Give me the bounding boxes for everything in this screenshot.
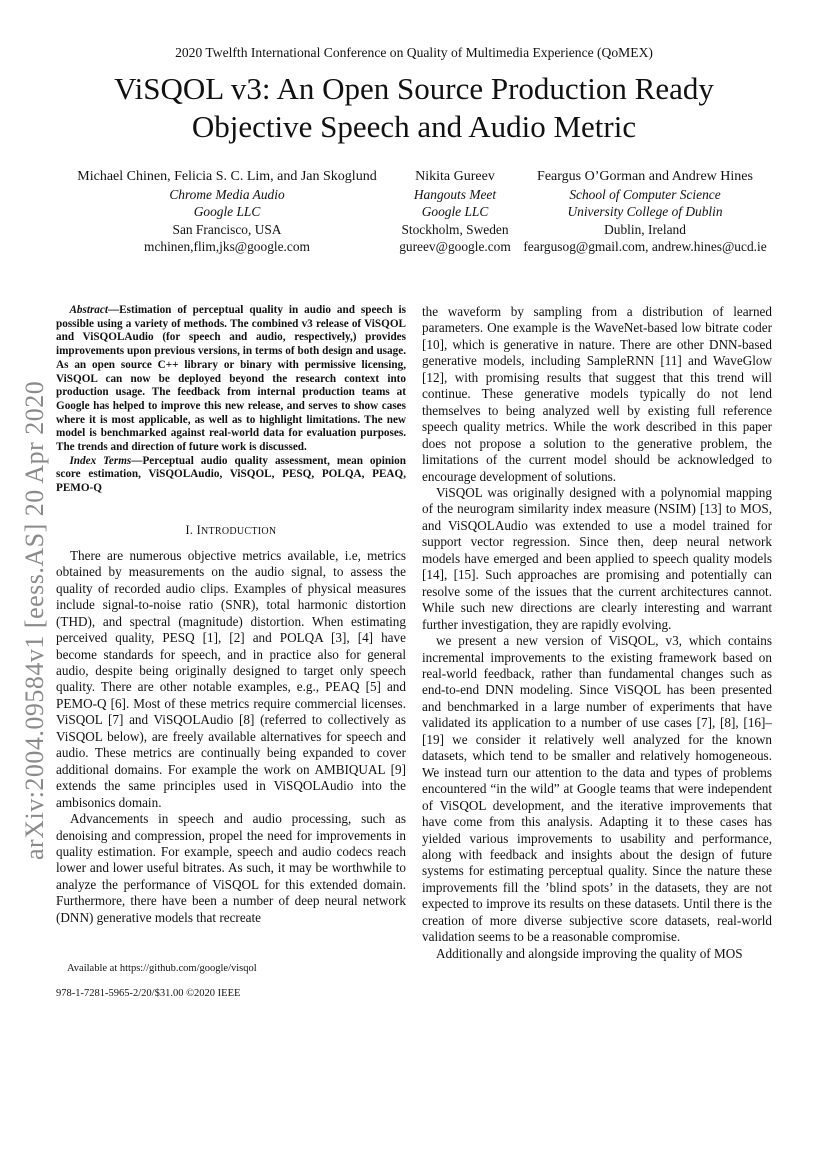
author-location: San Francisco, USA xyxy=(172,221,282,237)
abstract xyxy=(56,304,406,455)
author-affiliation: Hangouts Meet xyxy=(413,186,497,202)
author-affiliation: Chrome Media Audio xyxy=(169,186,285,202)
author-organization: University College of Dublin xyxy=(567,204,723,219)
section-heading-introduction xyxy=(56,523,406,538)
body-paragraph: we present a new version of ViSQOL, v3, which contains incremental improvements to the existing framework based on real-world feedback, rather than fundamental changes such as end-to-end DNN modeling. Since ViSQOL has been presented and benchmarked in a large number of experiments that have validated its application to a number of use cases [7], [8], [16]–[19] we consider it relatively well analyzed for the known datasets, which tend to be smaller and relatively homogeneous. We instead turn our attention to the data and types of problems encountered “in the wild” at Google teams that were independent of ViSQOL development, and the iterative improvements that have come from this analysis. Adapting it to these cases has yielded various improvements to usability and performance, along with feedback and insights about the design of future systems for estimating perceptual quality. Since the nature these improvements fill the ’blind spots’ in the datasets, they are not expected to improve its results on these datasets. Until there is the creation of more diverse subjective score datasets, real-world validation seems to be a reasonable compromise. xyxy=(422,633,772,945)
author-names: Nikita Gureev xyxy=(415,169,495,184)
index-terms-text: —Perceptual audio quality assessment, mean opinion score estimation, ViSQOLAudio, ViSQOL, PESQ, POLQA, PEAQ, PEMO-Q xyxy=(56,454,406,495)
author-block-google-sf xyxy=(52,168,402,256)
abstract-lead: Abstract xyxy=(69,304,108,316)
copyright-notice: 978-1-7281-5965-2/20/$31.00 ©2020 IEEE xyxy=(56,988,241,999)
author-names: Michael Chinen, Felicia S. C. Lim, and Jan Skoglund xyxy=(77,169,377,184)
author-organization: Google LLC xyxy=(193,204,261,219)
body-paragraph: the waveform by sampling from a distribution of learned parameters. One example is the WaveNet-based low bitrate coder [10], which is generative in nature. There are other DNN-based generative models, including SampleRNN [11] and WaveGlow [12], with promising results that suggest that this trend will continue. These generative models typically do not lend themselves to being analyzed well by existing full reference speech quality metrics. While the work described in this paper does not propose a solution to the generative problem, the limitations of the current model should be acknowledged to encourage development of solutions. xyxy=(422,304,772,484)
body-paragraph: ViSQOL was originally designed with a polynomial mapping of the neurogram similarity index measure (NSIM) [13] to MOS, and ViSQOLAudio was extended to use a model trained for support vector regression. Since then, deep neural network models have emerged and been applied to speech quality models [14], [15]. Such approaches are promising and potentially can resolve some of the issues that the current architectures cannot. While such new directions are clearly interesting and warrant further investigation, they are rapidly evolving. xyxy=(422,484,772,632)
section-heading-num: I. I xyxy=(185,522,201,537)
author-email: feargusog@gmail.com, andrew.hines@ucd.ie xyxy=(523,239,767,254)
paper-title xyxy=(40,70,788,146)
left-column xyxy=(56,304,406,926)
abstract-text: —Estimation of perceptual quality in audio and speech is possible using a variety of methods. The combined v3 release of ViSQOL and ViSQOLAudio (for speech and audio, respectively,) provides improvements upon previous versions, in terms of both design and usage. As an open source C++ library or binary with permissive licensing, ViSQOL can now be deployed beyond the research context into production usage. The feedback from internal production teams at Google has helped to improve this new release, and serves to show cases where it is most applicable, as well as to highlight limitations. The new model is benchmarked against real-world data for evaluation purposes. The trends and direction of future work is discussed. xyxy=(56,304,406,454)
arxiv-stamp: arXiv:2004.09584v1 [eess.AS] 20 Apr 2020 xyxy=(20,380,49,860)
index-terms-lead: Index Terms xyxy=(69,454,132,467)
conference-header: 2020 Twelfth International Conference on Quality of Multimedia Experience (QoMEX) xyxy=(175,45,653,60)
body-paragraph: Additionally and alongside improving the quality of MOS xyxy=(436,945,743,961)
footnote: Available at https://github.com/google/visqol xyxy=(67,963,257,974)
author-block-google-stockholm xyxy=(393,168,517,256)
author-location: Stockholm, Sweden xyxy=(401,221,509,237)
body-paragraph: There are numerous objective metrics available, i.e, metrics obtained by measurements on the audio signal, to assess the quality of recorded audio clips. Examples of physical measures include signal-to-noise ratio (SNR), total harmonic distortion (THD), and spectral (magnitude) distortion. When estimating perceived quality, PESQ [1], [2] and POLQA [3], [4] have become standards for speech, and in practice also for general audio, despite being originally designed to target only speech quality. There are other notable examples, e.g., PEAQ [5] and PEMO-Q [6]. Most of these metrics require commercial licenses. ViSQOL [7] and ViSQOLAudio [8] (referred to collectively as ViSQOL below), are freely available alternatives for speech and audio. These metrics are continually being expanded to cover additional domains. For example the work on AMBIQUAL [9] extends the same principles used in ViSQOLAudio into the ambisonics domain. xyxy=(56,547,406,810)
author-affiliation: School of Computer Science xyxy=(569,186,721,202)
author-organization: Google LLC xyxy=(421,204,489,219)
author-email: mchinen,flim,jks@google.com xyxy=(144,239,310,254)
body-paragraph: Advancements in speech and audio processing, such as denoising and compression, propel the need for improvements in quality estimation. For example, speech and audio codecs reach lower and lower useful bitrates. As such, it may be worthwhile to analyze the performance of ViSQOL for this extended domain. Furthermore, there have been a number of deep neural network (DNN) generative models that recreate xyxy=(56,811,406,925)
right-column xyxy=(422,304,772,962)
author-location: Dublin, Ireland xyxy=(604,221,686,237)
author-names: Feargus O’Gorman and Andrew Hines xyxy=(537,169,753,184)
index-terms xyxy=(56,455,406,496)
author-block-ucd xyxy=(512,168,778,256)
author-email: gureev@google.com xyxy=(399,239,511,254)
section-heading-rest: NTRODUCTION xyxy=(200,525,277,537)
title-line-1: ViSQOL v3: An Open Source Production Ready xyxy=(114,71,714,106)
title-line-2: Objective Speech and Audio Metric xyxy=(191,109,637,144)
